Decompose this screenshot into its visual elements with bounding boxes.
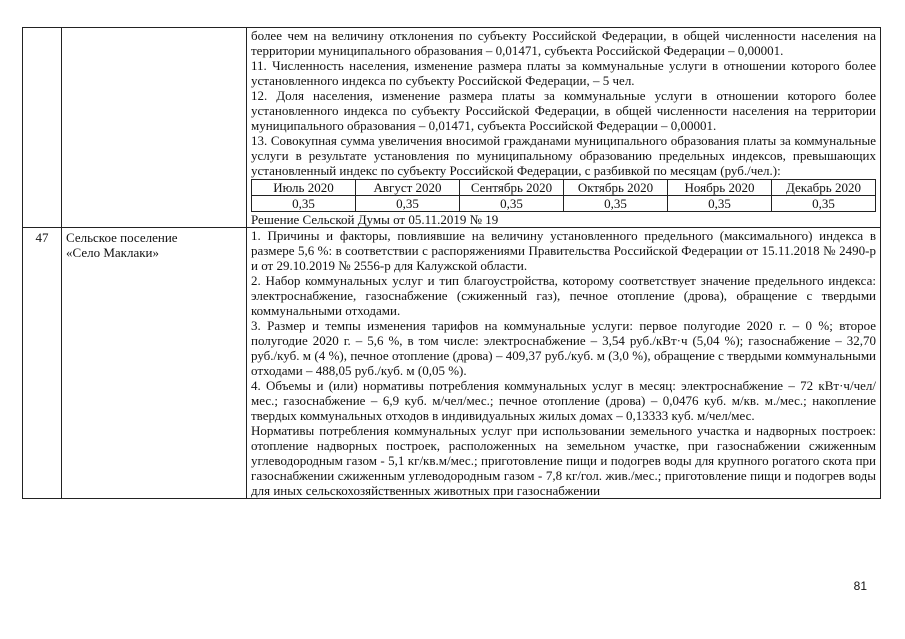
paragraph: 4. Объемы и (или) нормативы потребления коммунальных услуг в месяц: электроснабжение – 72 кВт·ч/чел/мес.; газоснабжение – 6,9 куб. м/чел/мес.; печное отопление (дрова) – 0,0476 куб. м/кв. м./мес.; накопление твердых коммунальных отходов в индивидуальных жилых домах – 0,13333 куб. м/чел/мес.: [251, 378, 876, 423]
month-header: Июль 2020: [252, 180, 356, 196]
row-number: 47: [35, 230, 49, 245]
month-header: Август 2020: [356, 180, 460, 196]
municipality-name: «Село Маклаки»: [66, 245, 160, 260]
paragraph: 11. Численность населения, изменение размера платы за коммунальные услуги в отношении которого более установленного индекса по субъекту Российской Федерации, – 5 чел.: [251, 58, 876, 88]
months-values-row: [252, 196, 876, 212]
paragraph: 12. Доля населения, изменение размера платы за коммунальные услуги в отношении которого более установленного индекса по субъекту Российской Федерации, в общей численности населения на территории муниципального образования – 0,01471, субъекта Российской Федерации – 0,00001.: [251, 88, 876, 133]
row-number-cell: [23, 28, 62, 228]
paragraph: 1. Причины и факторы, повлиявшие на величину установленного предельного (максимального) индекса в размере 5,6 %: в соответствии с распоряжениями Правительства Российской Федерации от 15.11.2018 № 2490-р и от 29.10.2019 № 2556-р для Калужской области.: [251, 228, 876, 273]
month-header: Ноябрь 2020: [668, 180, 772, 196]
month-header: Сентябрь 2020: [460, 180, 564, 196]
month-header: Декабрь 2020: [772, 180, 876, 196]
months-header-row: [252, 180, 876, 196]
monthly-amounts-table: [251, 179, 876, 212]
month-value: 0,35: [356, 196, 460, 212]
paragraph: 3. Размер и темпы изменения тарифов на коммунальные услуги: первое полугодие 2020 г. – 0 %; второе полугодие 2020 г. – 5,6 %, в том числе: электроснабжение – 3,54 руб./кВт·ч (5,04 %); газоснабжение – 32,70 руб./куб. м (4 %), печное отопление (дрова) – 409,37 руб./куб. м (3,0 %), обращение с твердыми коммунальными отходами – 488,05 руб./куб. м (0,05 %).: [251, 318, 876, 378]
table-row: [23, 228, 881, 499]
paragraph: 2. Набор коммунальных услуг и тип благоустройства, которому соответствует значение предельного индекса: электроснабжение, газоснабжение (сжиженный газ), печное отопление (дрова), обращение с твердыми коммунальными отходами.: [251, 273, 876, 318]
description-cell: [247, 228, 881, 499]
month-value: 0,35: [772, 196, 876, 212]
month-value: 0,35: [668, 196, 772, 212]
month-header: Октябрь 2020: [564, 180, 668, 196]
paragraph: 13. Совокупная сумма увеличения вносимой гражданами муниципального образования платы за коммунальные услуги в результате установления по муниципальному образованию предельных индексов, превышающих установленный индекс по субъекту Российской Федерации, с разбивкой по месяцам (руб./чел.):: [251, 133, 876, 178]
month-value: 0,35: [564, 196, 668, 212]
page-number: 81: [853, 579, 867, 593]
paragraph: более чем на величину отклонения по субъекту Российской Федерации, в общей численности населения на территории муниципального образования – 0,01471, субъекта Российской Федерации – 0,00001.: [251, 28, 876, 58]
table-row: [23, 28, 881, 228]
document-table: [22, 27, 881, 499]
row-number-cell: [23, 228, 62, 499]
paragraph: Нормативы потребления коммунальных услуг при использовании земельного участка и надворных построек: отопление надворных построек, расположенных на земельном участке, при газоснабжении сжиженным углеводородным газом - 5,1 кг/кв.м/мес.; приготовление пищи и подогрев воды для крупного рогатого скота при газоснабжении сжиженным углеводородным газом - 7,8 кг/гол. жив./мес.; приготовление пищи и подогрев воды для иных сельскохозяйственных животных при газоснабжении: [251, 423, 876, 498]
description-cell: [247, 28, 881, 228]
municipality-name: Сельское поселение: [66, 230, 178, 245]
month-value: 0,35: [460, 196, 564, 212]
municipality-name-cell: [62, 228, 247, 499]
month-value: 0,35: [252, 196, 356, 212]
municipality-name-cell: [62, 28, 247, 228]
decision-reference: Решение Сельской Думы от 05.11.2019 № 19: [251, 212, 499, 227]
